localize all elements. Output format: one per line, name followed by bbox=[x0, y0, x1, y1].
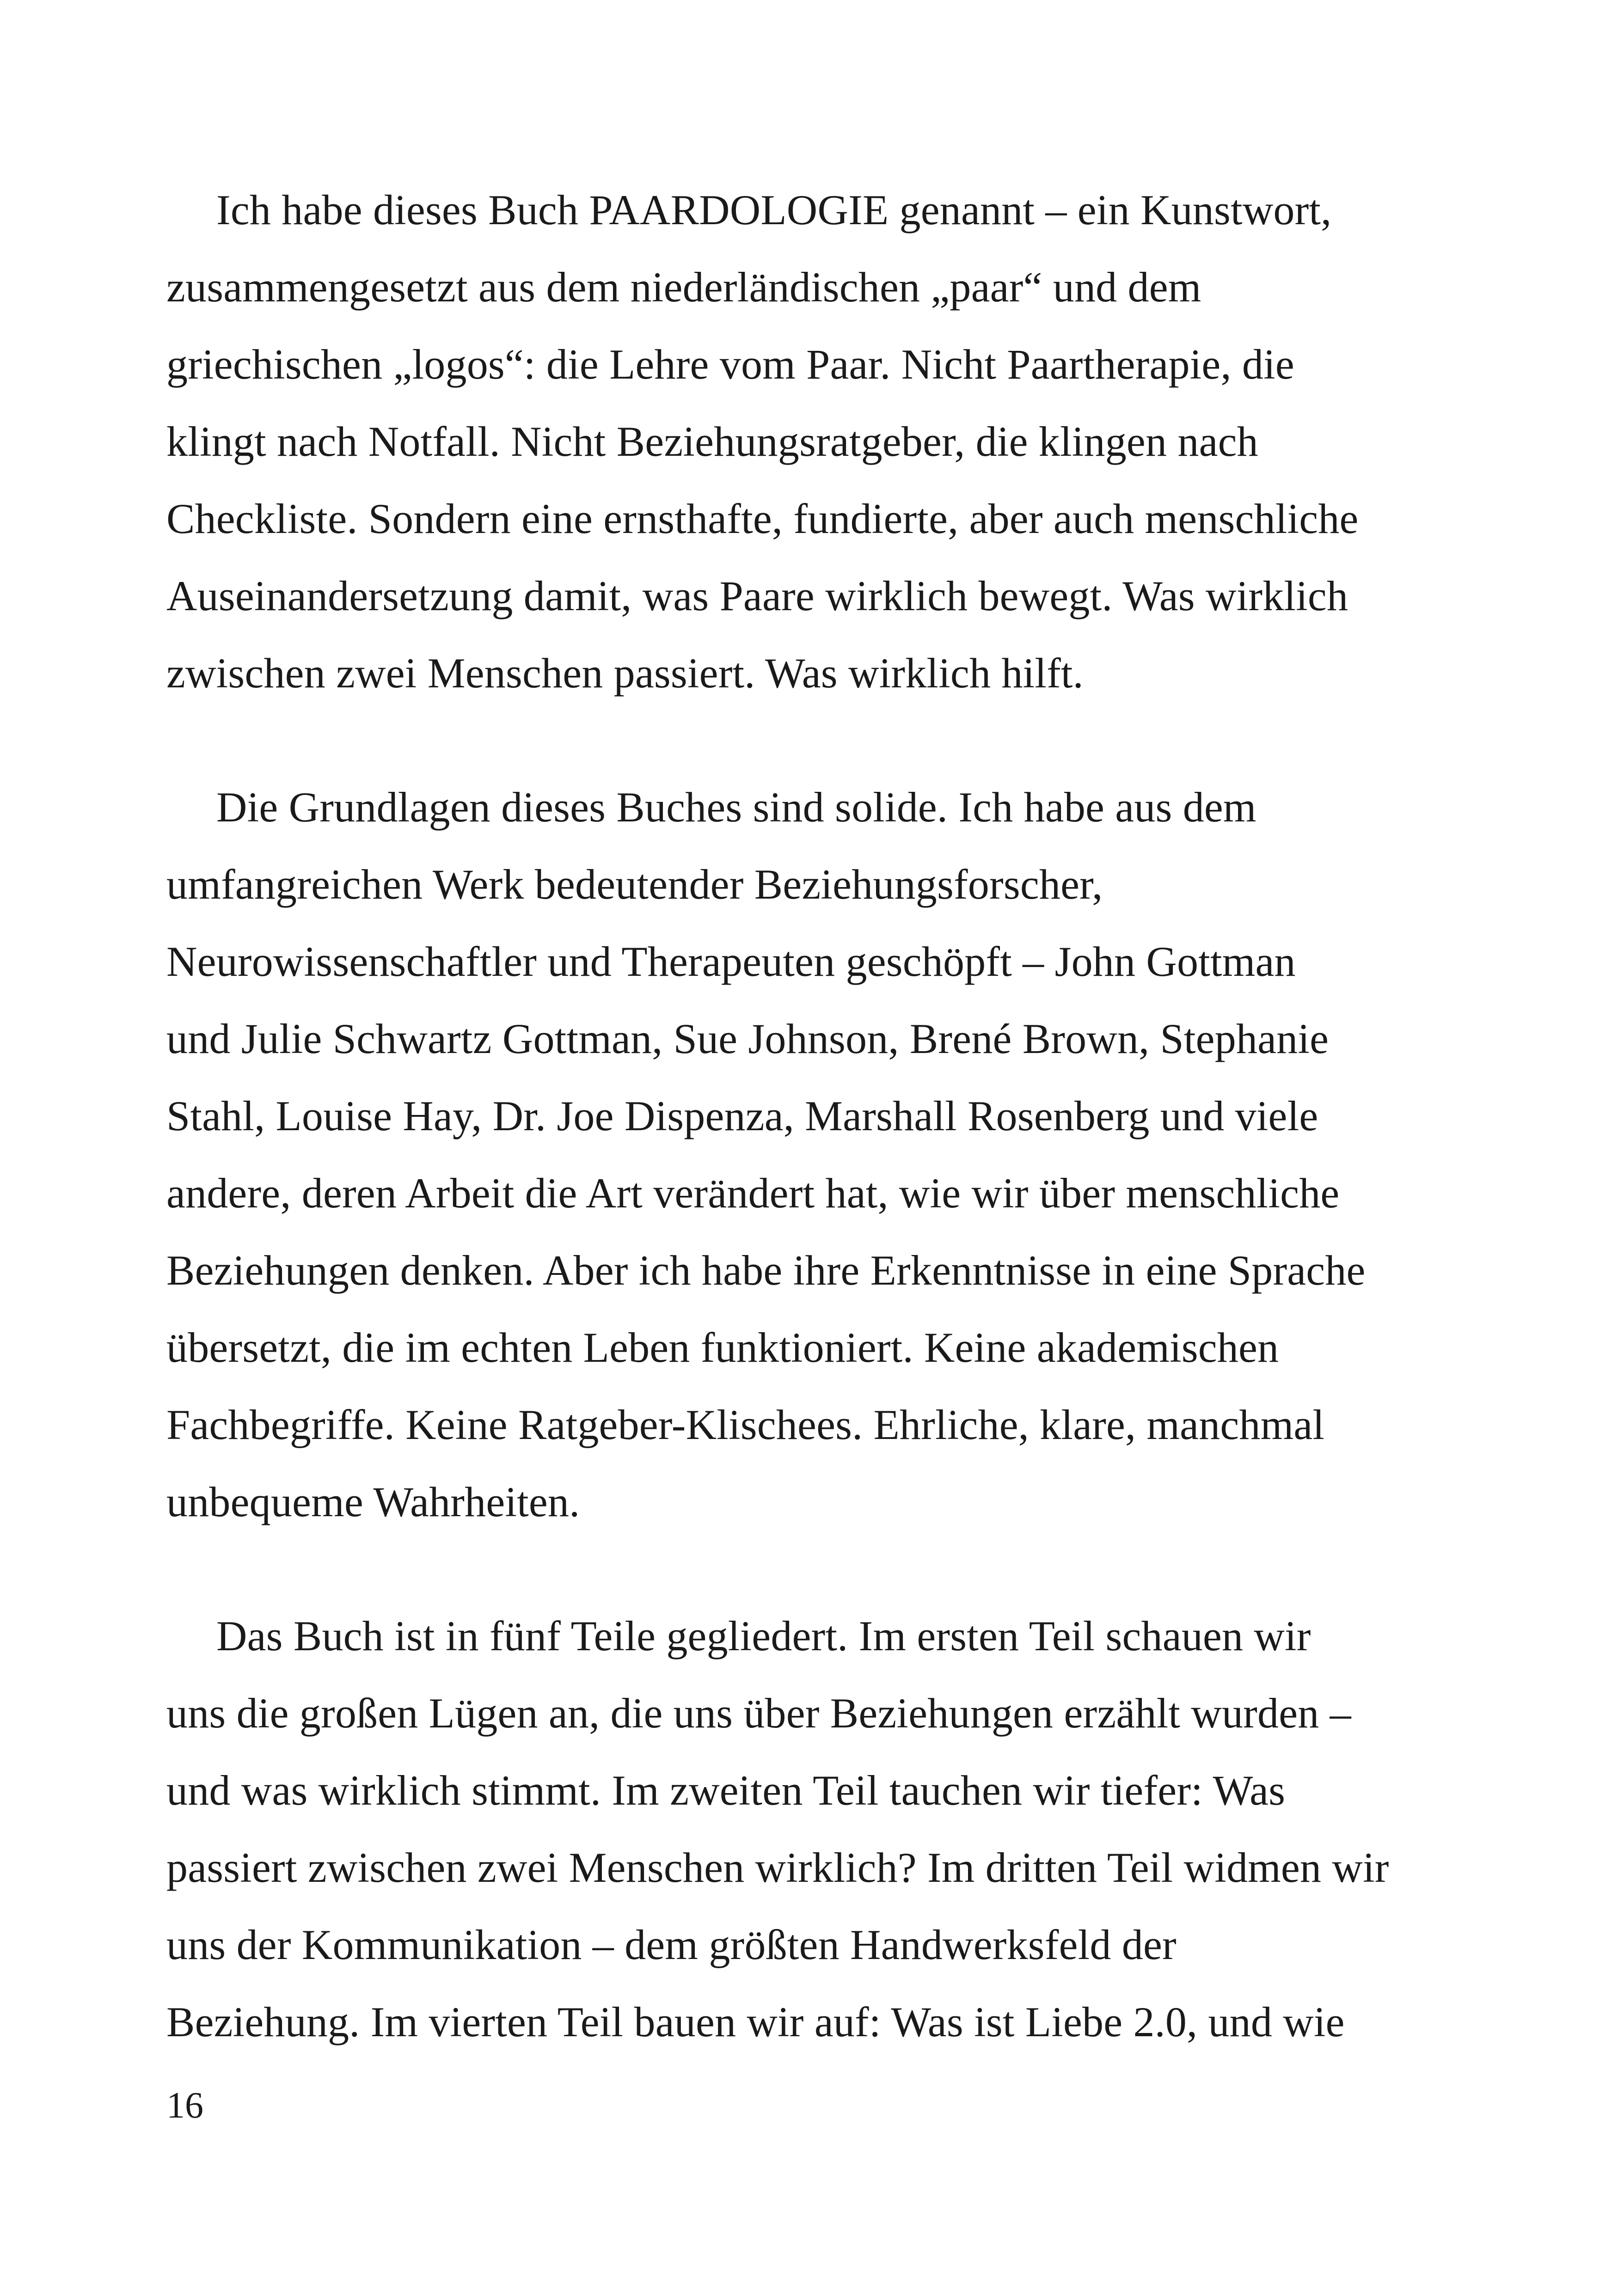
text-line: Die Grundlagen dieses Buches sind solide. Ich habe aus dem bbox=[216, 784, 1256, 831]
text-line: Beziehungen denken. Aber ich habe ihre Erkenntnisse in eine Sprache bbox=[166, 1247, 1366, 1294]
text-line: Fachbegriffe. Keine Ratgeber-Klischees. Ehrliche, klare, manchmal bbox=[166, 1401, 1325, 1448]
text-line: zwischen zwei Menschen passiert. Was wirklich hilft. bbox=[166, 649, 1084, 697]
text-line: unbequeme Wahrheiten. bbox=[166, 1478, 580, 1525]
text-line: passiert zwischen zwei Menschen wirklich? Im dritten Teil widmen wir bbox=[166, 1844, 1389, 1891]
page-number: 16 bbox=[166, 2085, 203, 2126]
text-line: Das Buch ist in fünf Teile gegliedert. Im ersten Teil schauen wir bbox=[216, 1612, 1311, 1659]
text-line: und Julie Schwartz Gottman, Sue Johnson, Brené Brown, Stephanie bbox=[166, 1015, 1329, 1062]
text-line: umfangreichen Werk bedeutender Beziehungsforscher, bbox=[166, 861, 1103, 908]
text-line: Beziehung. Im vierten Teil bauen wir auf: Was ist Liebe 2.0, und wie bbox=[166, 1998, 1345, 2045]
text-line: uns der Kommunikation – dem größten Handwerksfeld der bbox=[166, 1921, 1177, 1968]
text-line: andere, deren Arbeit die Art verändert hat, wie wir über menschliche bbox=[166, 1169, 1340, 1217]
text-line: Checkliste. Sondern eine ernsthafte, fundierte, aber auch menschliche bbox=[166, 495, 1359, 542]
text-line: Stahl, Louise Hay, Dr. Joe Dispenza, Marshall Rosenberg und viele bbox=[166, 1092, 1318, 1139]
text-line: Auseinandersetzung damit, was Paare wirklich bewegt. Was wirklich bbox=[166, 572, 1348, 619]
text-line: uns die großen Lügen an, die uns über Beziehungen erzählt wurden – bbox=[166, 1690, 1351, 1737]
text-line: und was wirklich stimmt. Im zweiten Teil tauchen wir tiefer: Was bbox=[166, 1767, 1286, 1814]
text-line: klingt nach Notfall. Nicht Beziehungsratgeber, die klingen nach bbox=[166, 418, 1258, 465]
text-line: griechischen „logos“: die Lehre vom Paar. Nicht Paartherapie, die bbox=[166, 341, 1294, 388]
text-line: Ich habe dieses Buch PAARDOLOGIE genannt – ein Kunstwort, bbox=[216, 186, 1332, 233]
text-line: Neurowissenschaftler und Therapeuten geschöpft – John Gottman bbox=[166, 938, 1296, 985]
text-line: zusammengesetzt aus dem niederländischen „paar“ und dem bbox=[166, 263, 1201, 311]
text-line: übersetzt, die im echten Leben funktioniert. Keine akademischen bbox=[166, 1324, 1279, 1371]
